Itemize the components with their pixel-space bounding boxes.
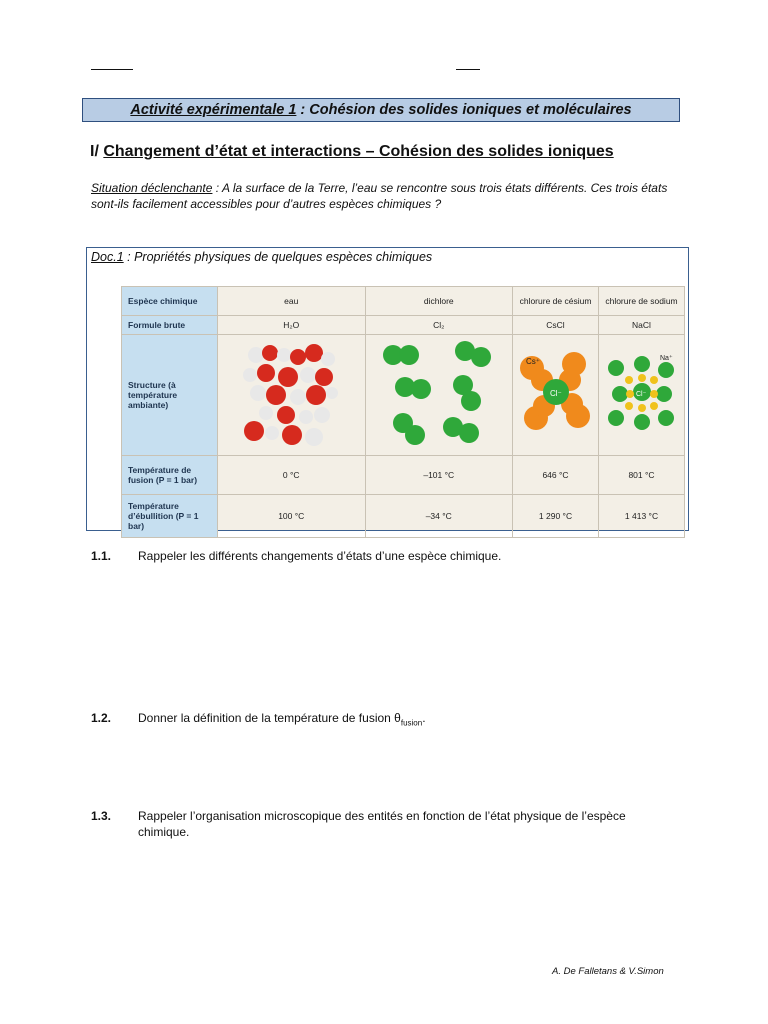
question-text: Rappeler l’organisation microscopique des entités en fonction de l’état physique de l’espèce chimique.	[138, 809, 626, 839]
fusion-dichlore: –101 °C	[365, 456, 513, 495]
question-text: Rappeler les différents changements d’états d’une espèce chimique.	[138, 549, 502, 563]
sodium-chloride-crystal-illustration	[602, 350, 682, 440]
fusion-eau: 0 °C	[218, 456, 366, 495]
section-title: Changement d’état et interactions – Cohésion des solides ioniques	[103, 143, 614, 160]
activity-title	[82, 98, 680, 122]
name-line-left	[91, 69, 133, 70]
species-nacl: chlorure de sodium	[599, 287, 685, 316]
species-cscl: chlorure de césium	[513, 287, 599, 316]
doc1-box	[86, 247, 689, 531]
row-label-fusion: Température de fusion (P = 1 bar)	[122, 456, 218, 495]
table-row-boil	[122, 495, 685, 538]
doc1-label: Doc.1	[91, 250, 124, 264]
chlorine-molecules-illustration	[379, 341, 499, 449]
footer-authors: A. De Falletans & V.Simon	[552, 966, 664, 977]
section-prefix: I/	[90, 143, 104, 160]
doc1-caption	[91, 250, 432, 264]
formula-eau: H₂O	[218, 316, 366, 335]
structure-eau	[218, 335, 366, 456]
fusion-cscl: 646 °C	[513, 456, 599, 495]
row-label-boil: Température d’ébullition (P = 1 bar)	[122, 495, 218, 538]
row-label-formula: Formule brute	[122, 316, 218, 335]
situation-paragraph	[91, 180, 681, 212]
species-dichlore: dichlore	[365, 287, 513, 316]
cl-ion-label-cs: Cl⁻	[549, 389, 562, 398]
situation-label: Situation déclenchante	[91, 181, 213, 195]
water-molecules-illustration	[236, 341, 346, 449]
properties-table-image	[121, 286, 685, 530]
boil-dichlore: –34 °C	[365, 495, 513, 538]
formula-dichlore: Cl₂	[365, 316, 513, 335]
cl-ion-label-na: Cl⁻	[635, 391, 646, 398]
fusion-nacl: 801 °C	[599, 456, 685, 495]
formula-cscl: CsCl	[513, 316, 599, 335]
question-text-wrap	[138, 710, 678, 731]
section-heading	[90, 143, 614, 161]
properties-table	[121, 286, 685, 538]
situation-text: : A la surface de la Terre, l’eau se rencontre sous trois états différents. Ces trois états sont-ils facilement accessibles pour d’autres espèces chimiques ?	[91, 181, 668, 211]
structure-dichlore	[365, 335, 513, 456]
question-subscript: fusion	[400, 718, 423, 728]
question-number: 1.3.	[91, 809, 112, 823]
doc1-caption-text: : Propriétés physiques de quelques espèces chimiques	[123, 250, 433, 264]
table-row-fusion	[122, 456, 685, 495]
question-number: 1.1.	[91, 549, 112, 563]
question-text: Donner la définition de la température de fusion θ	[138, 711, 401, 725]
question-text-end: .	[422, 711, 426, 725]
row-label-species: Espèce chimique	[122, 287, 218, 316]
question-number: 1.2.	[91, 711, 112, 725]
name-line-right	[456, 69, 480, 70]
structure-nacl	[599, 335, 685, 456]
table-row-formula	[122, 316, 685, 335]
row-label-structure: Structure (à température ambiante)	[122, 335, 218, 456]
structure-cscl	[513, 335, 599, 456]
cs-ion-label: Cs⁺	[525, 357, 540, 366]
boil-eau: 100 °C	[218, 495, 366, 538]
table-row-species	[122, 287, 685, 316]
cesium-chloride-crystal-illustration	[516, 350, 596, 440]
activity-title-main: Activité expérimentale 1	[130, 102, 297, 118]
formula-nacl: NaCl	[599, 316, 685, 335]
boil-nacl: 1 413 °C	[599, 495, 685, 538]
species-eau: eau	[218, 287, 366, 316]
na-ion-label: Na⁺	[659, 355, 673, 362]
boil-cscl: 1 290 °C	[513, 495, 599, 538]
table-row-structure	[122, 335, 685, 456]
activity-title-sub: : Cohésion des solides ioniques et moléculaires	[296, 102, 632, 118]
